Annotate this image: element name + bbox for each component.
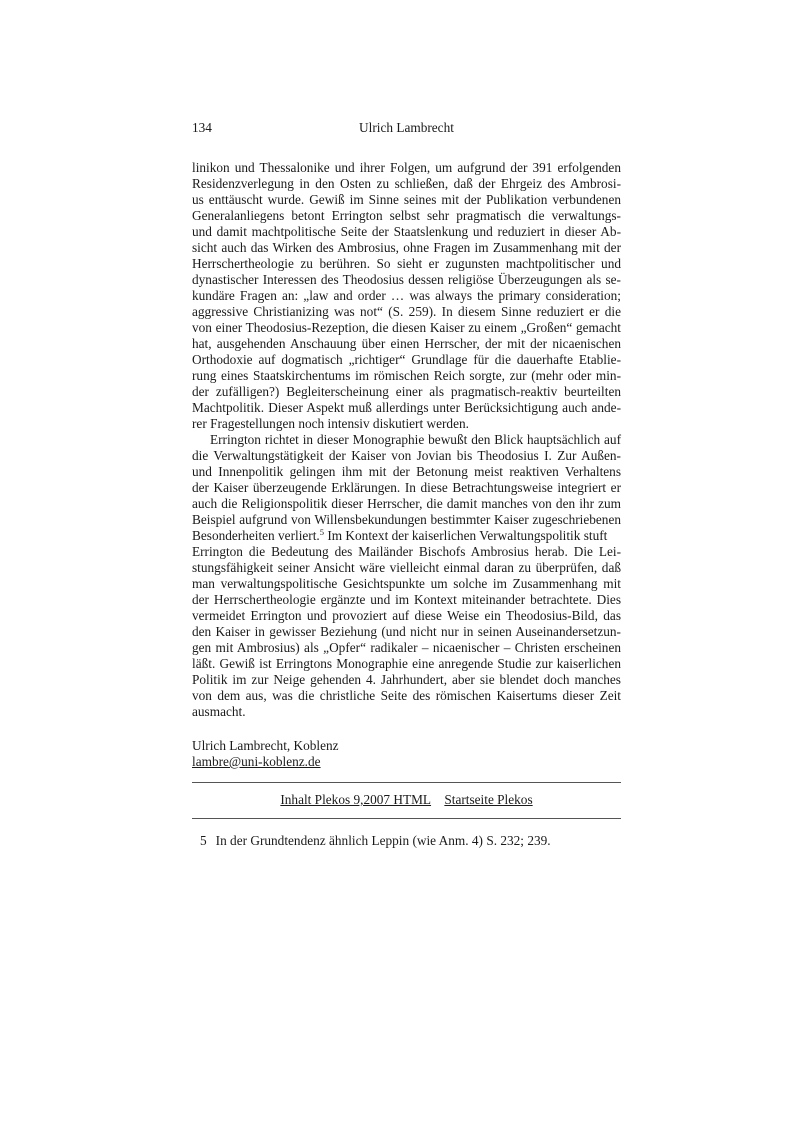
line-text: Generalanliegens betont Errington selbst sehr pragmatisch die verwaltungs- [192, 208, 621, 223]
text-line [192, 224, 621, 240]
line-text: von einer Theodosius-Rezeption, die diesen Kaiser zu einem „Großen“ gemacht [192, 320, 621, 335]
line-text: den Kaiser in gewisser Beziehung (und nicht nur in seinen Auseinandersetzun- [192, 624, 621, 639]
text-line [192, 352, 621, 368]
line-text: kundäre Fragen an: „law and order … was always the primary consideration; [192, 288, 621, 303]
body-text [192, 160, 621, 720]
text-line [192, 480, 621, 496]
line-text: auch die Religionspolitik dieser Herrscher, die damit manches von den ihr zum [192, 496, 621, 511]
text-line [192, 432, 621, 448]
author-name: Ulrich Lambrecht, Koblenz [192, 738, 339, 753]
line-text: aggressive Christianizing was not“ (S. 259). In diesem Sinne reduziert er die [192, 304, 621, 319]
footnote-reference[interactable]: 5 [319, 527, 324, 537]
text-line [192, 496, 621, 512]
line-text: Politik im zur Neige gehenden 4. Jahrhundert, aber sie blendet doch manches [192, 672, 621, 687]
page-header [192, 120, 621, 136]
divider-bottom [192, 818, 621, 819]
text-line [192, 176, 621, 192]
text-line [192, 704, 621, 720]
line-text: läßt. Gewiß ist Erringtons Monographie eine anregende Studie zur kaiserlichen [192, 656, 621, 671]
line-text: Errington die Bedeutung des Mailänder Bischofs Ambrosius herab. Die Lei- [192, 544, 621, 559]
text-line [192, 640, 621, 656]
footnote-number: 5 [200, 833, 207, 848]
home-link[interactable]: Startseite Plekos [444, 792, 533, 807]
text-line [192, 400, 621, 416]
line-text: Machtpolitik. Dieser Aspekt muß allerdings unter Berücksichtigung auch ande- [192, 400, 621, 415]
text-line [192, 256, 621, 272]
text-line [192, 528, 621, 544]
text-line [192, 416, 621, 432]
text-line [192, 544, 621, 560]
text-line [192, 512, 621, 528]
text-line [192, 160, 621, 176]
line-text: und Innenpolitik gelingen ihm mit der Betonung meist reaktiven Verhaltens [192, 464, 621, 479]
text-line [192, 320, 621, 336]
text-line [192, 608, 621, 624]
line-text: rung eines Staatskirchentums im römischen Reich sorgte, zur (mehr oder min- [192, 368, 621, 383]
footnote-text: In der Grundtendenz ähnlich Leppin (wie Anm. 4) S. 232; 239. [215, 833, 551, 848]
contents-link[interactable]: Inhalt Plekos 9,2007 HTML [280, 792, 432, 807]
text-line [192, 208, 621, 224]
line-text: vermeidet Errington und provoziert auf diese Weise ein Theodosius-Bild, das [192, 608, 621, 623]
footnote [200, 833, 551, 849]
text-line [192, 576, 621, 592]
text-line [192, 656, 621, 672]
page-number: 134 [192, 120, 212, 135]
line-text: der Herrschertheologie ergänzte und im Kontext miteinander betrachtete. Dies [192, 592, 621, 607]
line-text: rer Fragestellungen noch intensiv diskutiert werden. [192, 416, 469, 431]
navigation-links [192, 792, 621, 808]
signature [192, 738, 339, 770]
line-text: us enttäuscht wurde. Gewiß im Sinne seines mit der Publikation verbundenen [192, 192, 621, 207]
line-text: von dem aus, was die christliche Seite des römischen Kaisertums dieser Zeit [192, 688, 621, 703]
text-line [192, 560, 621, 576]
line-text: Herrschertheologie zu berühren. So sieht er zugunsten machtpolitischer und [192, 256, 621, 271]
text-line [192, 304, 621, 320]
line-text: Orthodoxie auf dogmatisch „richtiger“ Grundlage für die dauerhafte Etablie- [192, 352, 621, 367]
line-text: Errington richtet in dieser Monographie bewußt den Blick hauptsächlich auf [210, 432, 621, 447]
line-text: ausmacht. [192, 704, 246, 719]
line-text: und damit machtpolitische Seite der Staatslenkung und reduziert in dieser Ab- [192, 224, 621, 239]
text-line [192, 592, 621, 608]
text-line [192, 448, 621, 464]
running-title: Ulrich Lambrecht [359, 120, 454, 135]
text-line [192, 624, 621, 640]
line-text: der zufälligen?) Begleiterscheinung einer als pragmatisch-reaktiv beurteilten [192, 384, 621, 399]
line-text: Besonderheiten verliert. [192, 528, 320, 543]
text-line [192, 368, 621, 384]
line-text: Beispiel aufgrund von Willensbekundungen bestimmter Kaiser zugeschriebenen [192, 512, 621, 527]
line-text: hat, ausgehenden Anschauung über einen Herrscher, der mit der nicaenischen [192, 336, 621, 351]
text-line [192, 384, 621, 400]
text-line [192, 672, 621, 688]
line-text: gen mit Ambrosius) als „Opfer“ radikaler – nicaenischer – Christen erscheinen [192, 640, 621, 655]
line-text: man verwaltungspolitische Gesichtspunkte um solche im Zusammenhang mit [192, 576, 621, 591]
text-line [192, 288, 621, 304]
text-line [192, 688, 621, 704]
text-line [192, 240, 621, 256]
email-link[interactable]: lambre@uni-koblenz.de [192, 754, 321, 769]
line-text: die Verwaltungstätigkeit der Kaiser von Jovian bis Theodosius I. Zur Außen- [192, 448, 621, 463]
line-text: dynastischer Interessen des Theodosius dessen religiöse Überzeugungen als se- [192, 272, 621, 287]
line-text: Residenzverlegung in den Osten zu schließen, daß der Ehrgeiz des Ambrosi- [192, 176, 621, 191]
line-text: linikon und Thessalonike und ihrer Folgen, um aufgrund der 391 erfolgenden [192, 160, 621, 175]
text-line [192, 192, 621, 208]
divider-top [192, 782, 621, 783]
line-text: sicht auch das Wirken des Ambrosius, ohne Fragen im Zusammenhang mit der [192, 240, 621, 255]
text-line [192, 272, 621, 288]
text-line [192, 336, 621, 352]
text-line [192, 464, 621, 480]
line-text: der Kaiser überzeugende Erklärungen. In diese Betrachtungsweise integriert er [192, 480, 621, 495]
line-text: stungsfähigkeit seiner Ansicht wäre vielleicht einmal daran zu überprüfen, daß [192, 560, 621, 575]
line-text: Im Kontext der kaiserlichen Verwaltungspolitik stuft [324, 528, 608, 543]
